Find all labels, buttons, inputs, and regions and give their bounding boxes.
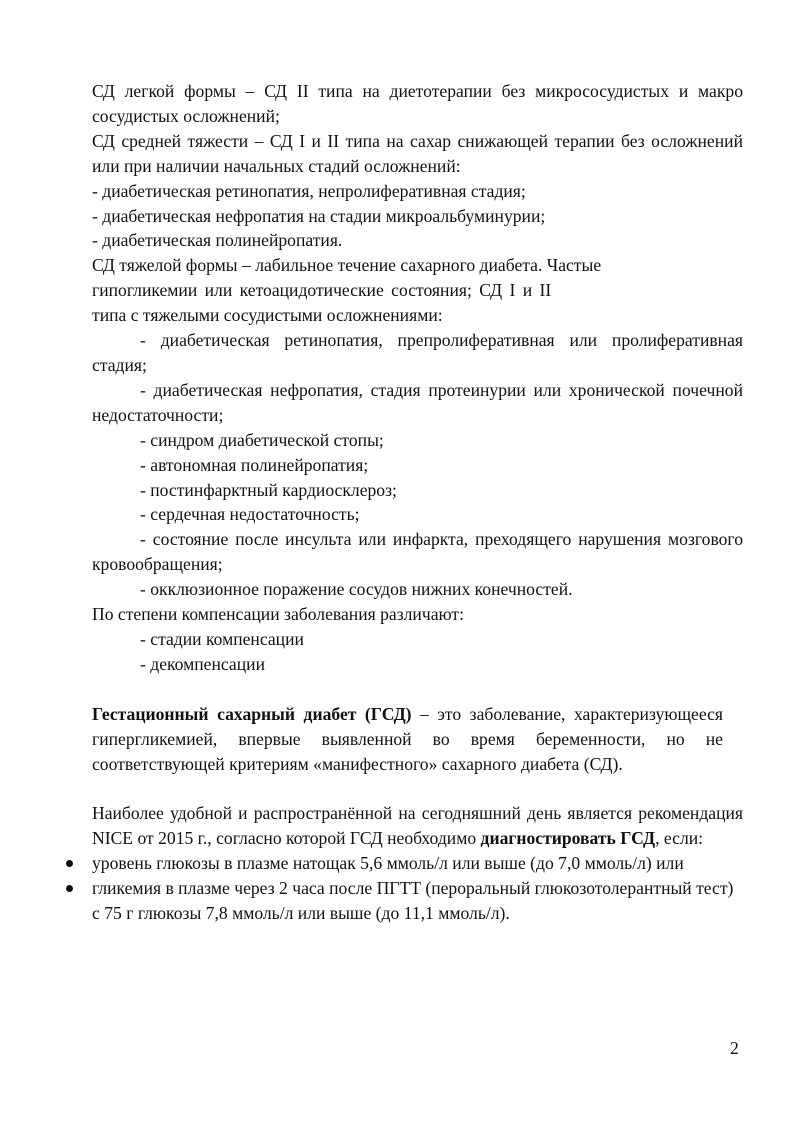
nice-text: Наиболее удобной и распространённой на сегодняшний день является рекомендация NICE от 2015 г., согласно которой ГСД необходимо xyxy=(92,803,743,849)
criteria-text-fasting-glucose: уровень глюкозы в плазме натощак 5,6 ммоль/л или выше (до 7,0 ммоль/л) или xyxy=(92,853,684,874)
bullet-dot-icon xyxy=(66,860,73,867)
moderate-item-retinopathy: - диабетическая ретинопатия, непролиферативная стадия; xyxy=(92,180,526,201)
criteria-text-ogtt: гликемия в плазме через 2 часа после ПГТТ (пероральный глюкозотолерантный тест) с 75 г глюкозы 7,8 ммоль/л или выше (до 11,1 ммоль/л). xyxy=(92,878,734,924)
diagnostic-criteria-list xyxy=(92,851,743,926)
gsd-definition-paragraph xyxy=(92,702,723,777)
severe-diabetes-line-3: типа с тяжелыми сосудистыми осложнениями: xyxy=(92,305,443,326)
severe-diabetes-line-1: СД тяжелой формы – лабильное течение сахарного диабета. Частые xyxy=(92,255,602,276)
compensation-item-compensated: - стадии компенсации xyxy=(140,628,304,649)
bullet-dot-icon xyxy=(66,885,73,892)
nice-recommendation-paragraph xyxy=(92,801,743,851)
gsd-term: Гестационный сахарный диабет (ГСД) xyxy=(92,703,412,724)
paragraph-spacer xyxy=(92,776,743,801)
severe-item-nephropathy: - диабетическая нефропатия, стадия протеинурии или хронической почечной недостаточности; xyxy=(92,379,743,425)
page-content xyxy=(92,79,743,926)
severe-item-diabetic-foot: - синдром диабетической стопы; xyxy=(140,429,384,450)
moderate-item-polyneuropathy: - диабетическая полинейропатия. xyxy=(92,230,343,251)
severe-item-cardiosclerosis: - постинфарктный кардиосклероз; xyxy=(140,479,397,500)
criteria-item-fasting-glucose xyxy=(92,851,743,876)
severe-item-autonomic-neuropathy: - автономная полинейропатия; xyxy=(140,454,369,475)
nice-bold-text: диагностировать ГСД xyxy=(480,828,656,849)
paragraph-spacer xyxy=(92,677,743,702)
paragraph-mild-diabetes: СД легкой формы – СД II типа на диетотерапии без микрососудистых и макро сосудистых осложнений; xyxy=(92,81,743,126)
severe-item-occlusive-disease: - окклюзионное поражение сосудов нижних конечностей. xyxy=(140,579,573,600)
severe-item-heart-failure: - сердечная недостаточность; xyxy=(140,504,360,525)
compensation-item-decompensated: - декомпенсации xyxy=(140,653,265,674)
severe-item-retinopathy: - диабетическая ретинопатия, препролиферативная или пролиферативная стадия; xyxy=(92,330,743,375)
gsd-definition-text: – это заболевание, характеризующееся гипергликемией, впервые выявленной во время беременности, но не соответствующей критериям «манифестного» сахарного диабета (СД). xyxy=(92,703,723,774)
severe-item-stroke: - состояние после инсульта или инфаркта, преходящего нарушения мозгового кровообращения; xyxy=(92,529,743,575)
moderate-item-nephropathy: - диабетическая нефропатия на стадии микроальбуминурии; xyxy=(92,205,546,226)
compensation-intro: По степени компенсации заболевания различают: xyxy=(92,604,464,625)
criteria-item-ogtt xyxy=(92,876,743,926)
paragraph-moderate-diabetes: СД средней тяжести – СД I и II типа на сахар снижающей терапии без осложнений или при наличии начальных стадий осложнений: xyxy=(92,130,743,176)
nice-tail: , если: xyxy=(655,828,704,849)
page-number: 2 xyxy=(730,1038,739,1058)
severe-diabetes-line-2: гипогликемии или кетоацидотические состояния; СД I и II xyxy=(92,280,552,301)
